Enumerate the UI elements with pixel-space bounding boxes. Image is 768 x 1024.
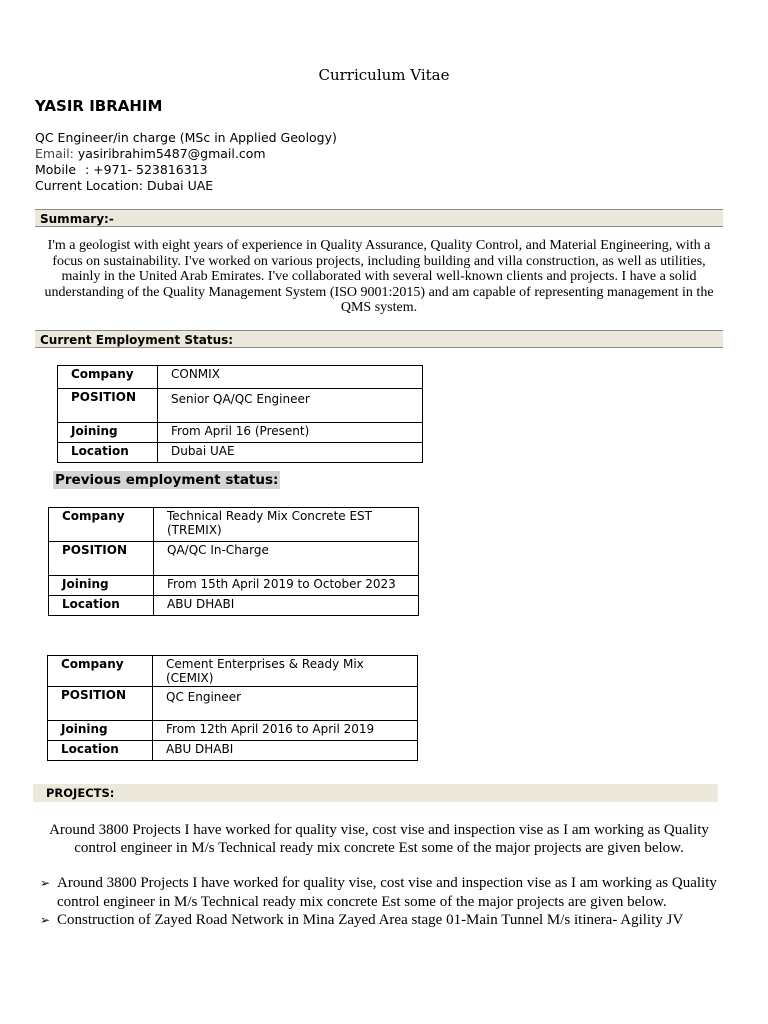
row-key: Company	[58, 366, 158, 389]
previous-job-table-2	[47, 655, 418, 761]
row-value: Cement Enterprises & Ready Mix (CEMIX)	[153, 656, 418, 687]
candidate-name: YASIR IBRAHIM	[35, 97, 163, 115]
row-value: Dubai UAE	[158, 443, 423, 463]
projects-intro: Around 3800 Projects I have worked for quality vise, cost vise and inspection vise as I am working as Quality control engineer in M/s Technical ready mix concrete Est some of the major projects are given below.	[49, 822, 709, 856]
table-row	[48, 721, 418, 741]
current-employment-table	[57, 365, 423, 463]
row-key: POSITION	[48, 687, 153, 721]
list-item-text: Construction of Zayed Road Network in Mina Zayed Area stage 01-Main Tunnel M/s itinera- Agility JV	[57, 912, 684, 928]
table-row	[48, 741, 418, 761]
row-value: Technical Ready Mix Concrete EST (TREMIX)	[154, 508, 419, 542]
table-row	[58, 389, 423, 423]
arrow-bullet-icon: ➢	[40, 876, 51, 890]
table-row	[49, 542, 419, 576]
location-line: Current Location: Dubai UAE	[35, 178, 214, 193]
table-row	[58, 443, 423, 463]
current-employment-heading: Current Employment Status:	[35, 330, 723, 348]
row-value: QA/QC In-Charge	[154, 542, 419, 576]
email-line	[35, 146, 337, 162]
row-key: Company	[49, 508, 154, 542]
list-item-text: Around 3800 Projects I have worked for quality vise, cost vise and inspection vise as I am working as Quality control engineer in M/s Technical ready mix concrete Est some of the major projects are given below.	[57, 875, 717, 910]
email-value: yasiribrahim5487@gmail.com	[77, 146, 266, 161]
row-value: Senior QA/QC Engineer	[158, 389, 423, 423]
mobile-value: : +971- 523816313	[85, 162, 208, 177]
arrow-bullet-icon: ➢	[40, 913, 51, 927]
contact-block	[35, 130, 337, 194]
row-value: CONMIX	[158, 366, 423, 389]
table-row	[49, 508, 419, 542]
document-title: Curriculum Vitae	[318, 66, 450, 84]
row-key: Location	[48, 741, 153, 761]
row-key: Location	[58, 443, 158, 463]
summary-heading: Summary:-	[35, 209, 723, 227]
row-value: ABU DHABI	[153, 741, 418, 761]
row-key: Joining	[49, 576, 154, 596]
projects-heading: PROJECTS:	[33, 784, 718, 802]
summary-text: I'm a geologist with eight years of experience in Quality Assurance, Quality Control, and Material Engineering, with a focus on sustainability. I've worked on various projects, including building and villa construction, as well as utilities, mainly in the United Arab Emirates. I've collaborated with several well-known clients and projects. I have a solid understanding of the Quality Management System (ISO 9001:2015) and am capable of representing management in the QMS system.	[44, 238, 714, 316]
table-row	[49, 576, 419, 596]
email-label: Email:	[35, 146, 74, 161]
row-key: POSITION	[49, 542, 154, 576]
row-value: From April 16 (Present)	[158, 423, 423, 443]
row-value: From 15th April 2019 to October 2023	[154, 576, 419, 596]
table-row	[49, 596, 419, 616]
row-value: QC Engineer	[153, 687, 418, 721]
mobile-line	[35, 162, 337, 178]
row-key: Location	[49, 596, 154, 616]
list-item	[40, 911, 720, 930]
mobile-label: Mobile	[35, 162, 77, 177]
list-item	[40, 874, 720, 911]
row-key: Joining	[48, 721, 153, 741]
table-row	[48, 687, 418, 721]
previous-employment-heading: Previous employment status:	[55, 472, 279, 488]
row-key: Joining	[58, 423, 158, 443]
previous-job-table-1	[48, 507, 419, 616]
table-row	[58, 366, 423, 389]
row-value: ABU DHABI	[154, 596, 419, 616]
row-value: From 12th April 2016 to April 2019	[153, 721, 418, 741]
role-line: QC Engineer/in charge (MSc in Applied Geology)	[35, 130, 337, 145]
projects-list	[40, 874, 720, 930]
row-key: POSITION	[58, 389, 158, 423]
table-row	[48, 656, 418, 687]
row-key: Company	[48, 656, 153, 687]
table-row	[58, 423, 423, 443]
